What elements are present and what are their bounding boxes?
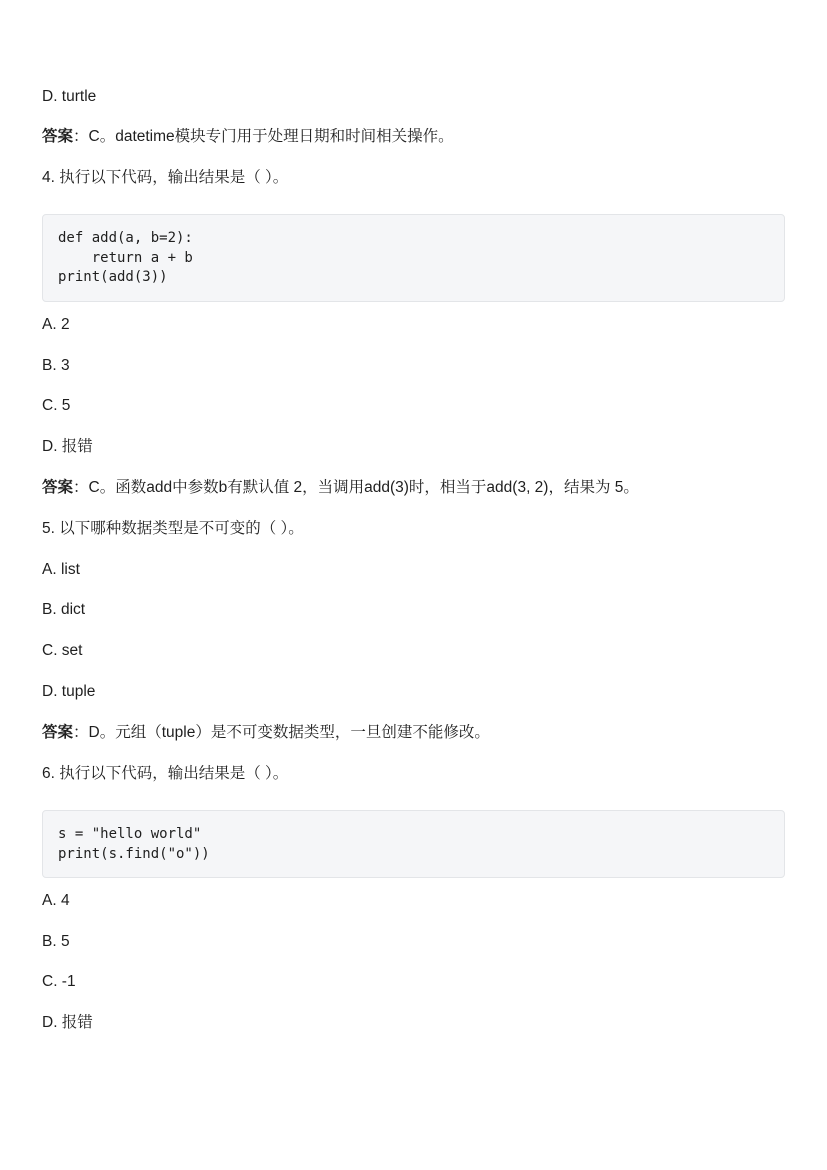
q4-answer xyxy=(42,477,639,499)
answer-text: ：D。元组（tuple）是不可变数据类型，一旦创建不能修改。 xyxy=(73,724,490,741)
q6-option-a: A. 4 xyxy=(42,892,70,909)
code-line: return a + b xyxy=(58,249,193,266)
q5-option-a: A. list xyxy=(42,561,80,578)
code-line: print(add(3)) xyxy=(58,269,168,285)
q6-option-d: D. 报错 xyxy=(42,1014,93,1031)
q3-answer xyxy=(42,126,454,148)
q6-option-c: C. -1 xyxy=(42,973,76,990)
q5-option-d: D. tuple xyxy=(42,683,96,700)
q4-option-d: D. 报错 xyxy=(42,438,93,455)
q5-option-b: B. dict xyxy=(42,601,86,618)
code-line: print(s.find("o")) xyxy=(58,845,210,862)
code-line: s = "hello world" xyxy=(58,826,202,842)
q4-question: 4. 执行以下代码，输出结果是（ ）。 xyxy=(42,169,289,186)
q3-option-d: D. turtle xyxy=(42,88,97,105)
q6-option-b: B. 5 xyxy=(42,933,70,950)
q4-option-a: A. 2 xyxy=(42,316,70,333)
q4-option-b: B. 3 xyxy=(42,357,70,374)
answer-text: ：C。datetime模块专门用于处理日期和时间相关操作。 xyxy=(73,128,454,145)
q5-question: 5. 以下哪种数据类型是不可变的（ ）。 xyxy=(42,520,304,537)
q5-option-c: C. set xyxy=(42,642,83,659)
q4-option-c: C. 5 xyxy=(42,397,71,414)
code-line: def add(a, b=2): xyxy=(58,230,193,246)
q6-question: 6. 执行以下代码，输出结果是（ ）。 xyxy=(42,765,289,782)
answer-label: 答案 xyxy=(42,724,74,741)
answer-label: 答案 xyxy=(42,128,74,145)
answer-text: ：C。函数add中参数b有默认值 2，当调用add(3)时，相当于add(3, 2)，结果为 5。 xyxy=(73,479,639,496)
q6-code-block xyxy=(42,810,785,878)
answer-label: 答案 xyxy=(42,479,74,496)
q5-answer xyxy=(42,722,490,744)
q4-code-block xyxy=(42,214,785,302)
